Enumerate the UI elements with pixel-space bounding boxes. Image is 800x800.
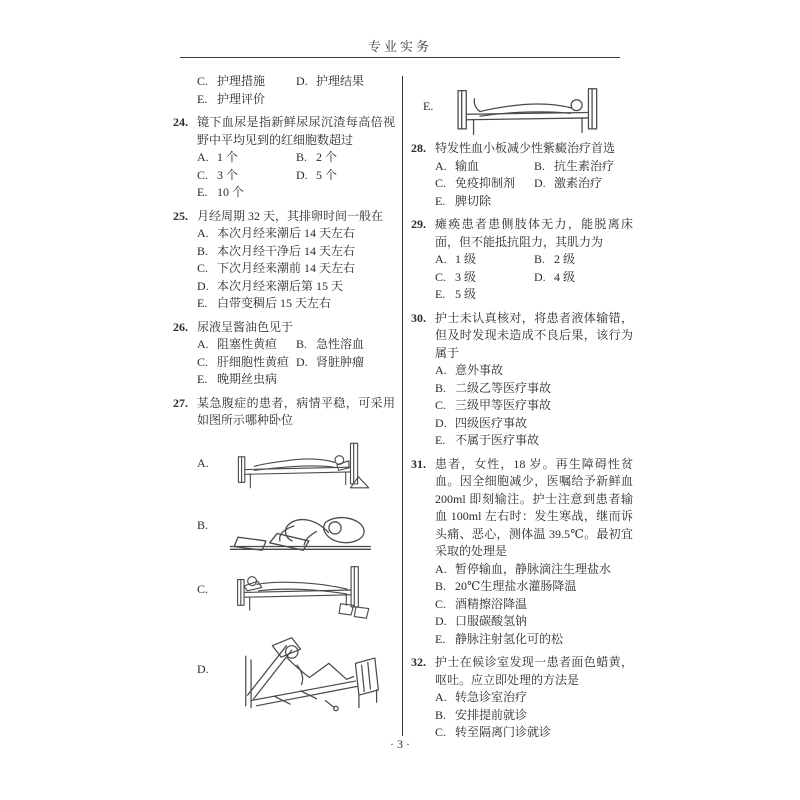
option-text: 脾切除: [455, 193, 492, 208]
right-column: [411, 73, 633, 748]
figure-option-e: [411, 76, 633, 138]
option-label: D.: [197, 278, 209, 293]
option-label: D.: [534, 176, 546, 190]
option: [435, 362, 633, 380]
option: [435, 596, 633, 614]
option-text: 3 级: [455, 269, 477, 284]
option: [435, 158, 534, 176]
option-label: E.: [435, 287, 446, 301]
option: [435, 380, 633, 398]
option-label: E.: [435, 631, 446, 646]
option-text: 2 级: [554, 252, 576, 266]
option-text: 阻塞性黄疸: [217, 337, 278, 351]
option: [197, 91, 296, 109]
option-label: D.: [435, 614, 447, 628]
question-number: 30.: [411, 310, 426, 325]
option: [296, 354, 395, 372]
option-text: 本次月经干净后 14 天左右: [217, 243, 356, 258]
option: [197, 354, 296, 372]
option-label: C.: [435, 725, 447, 739]
option-text: 转至隔离门诊就诊: [455, 725, 552, 739]
option-text: 免疫抑制剂: [455, 176, 516, 190]
option: [296, 73, 395, 91]
option: [197, 73, 296, 91]
option-text: 四级医疗事故: [455, 415, 528, 430]
option: [435, 707, 633, 725]
option-label: C.: [197, 74, 209, 88]
option-text: 护理评价: [217, 91, 266, 106]
option: [435, 193, 534, 211]
option-text: 10 个: [217, 185, 245, 199]
option: [435, 415, 633, 433]
option-text: 口服碳酸氢钠: [455, 614, 528, 628]
question-number: 25.: [173, 208, 188, 223]
option: [534, 251, 633, 269]
figure-label: E.: [423, 99, 434, 114]
question-stem: 尿液呈酱油色见于: [197, 319, 294, 334]
option-text: 护理措施: [217, 74, 266, 88]
option: [197, 167, 296, 185]
figure-label: B.: [197, 517, 209, 532]
option-label: E.: [435, 193, 446, 208]
option: [534, 158, 633, 176]
figure-bed-position-d: [221, 626, 395, 714]
option: [296, 167, 395, 185]
option-text: 下次月经来潮前 14 天左右: [217, 261, 356, 275]
question-stem: 患者，女性，18 岁。再生障碍性贫血。因全细胞减少，医嘱给予新鲜血 200ml 即刻输注。护士注意到患者输血 100ml 左右时：发生寒战，继而诉头痛、恶心，测体温 39.5℃。最初宜采取的处理是: [435, 456, 633, 558]
option-text: 2 个: [316, 150, 338, 164]
option-text: 急性溶血: [316, 337, 365, 351]
option: [534, 269, 633, 287]
question-stem: 护士未认真核对，将患者液体输错，但及时发现未造成不良后果，该行为属于: [435, 310, 633, 360]
question-27: [173, 395, 395, 714]
option-text: 4 级: [554, 269, 576, 284]
option: [435, 175, 534, 193]
option-text: 二级乙等医疗事故: [455, 380, 552, 395]
option-text: 肾脏肿瘤: [316, 354, 365, 369]
question-number: 28.: [411, 141, 426, 155]
option-label: E.: [435, 433, 446, 447]
option-label: B.: [296, 150, 308, 164]
figure-option-a: [173, 433, 395, 495]
option-label: D.: [435, 415, 447, 430]
option-text: 5 级: [455, 287, 477, 301]
option: [534, 175, 633, 193]
figure-bed-position-e: [447, 76, 633, 138]
option-text: 20℃生理盐水灌肠降温: [455, 579, 577, 593]
figure-option-b: [173, 498, 395, 554]
option-text: 3 个: [217, 167, 239, 182]
question-stem: 护士在候诊室发现一患者面色蜡黄，呕吐。应立即处理的方法是: [435, 655, 633, 687]
option-label: D.: [534, 269, 546, 284]
option-label: B.: [435, 707, 447, 722]
figure-label: C.: [197, 581, 209, 596]
option-text: 三级甲等医疗事故: [455, 398, 552, 412]
option-text: 安排提前就诊: [455, 707, 528, 722]
option-label: A.: [435, 252, 447, 266]
question-number: 32.: [411, 655, 426, 669]
option: [197, 260, 395, 278]
option-label: B.: [534, 252, 546, 266]
option: [197, 295, 395, 313]
option-label: C.: [197, 261, 209, 275]
option: [197, 243, 395, 261]
option-label: B.: [435, 579, 447, 593]
header-divider-line: [180, 57, 620, 58]
option-text: 肝细胞性黄疸: [217, 354, 290, 369]
question-26: [173, 319, 395, 389]
option-label: A.: [197, 337, 209, 351]
option-text: 静脉注射氢化可的松: [455, 631, 564, 646]
option-label: B.: [534, 158, 546, 173]
option: [435, 286, 534, 304]
option-text: 抗生素治疗: [554, 158, 615, 173]
question-25: [173, 208, 395, 313]
option-text: 意外事故: [455, 363, 504, 377]
left-column: [173, 73, 395, 748]
option-label: C.: [197, 167, 209, 182]
question-32: [411, 654, 633, 742]
option: [435, 561, 633, 579]
page-number: · 3 ·: [390, 737, 410, 751]
page-content: [173, 73, 633, 748]
option-label: C.: [197, 354, 209, 369]
option: [435, 689, 633, 707]
figure-side-lying-position-b: [221, 498, 395, 554]
option-text: 本次月经来潮后 14 天左右: [217, 226, 356, 240]
figure-label: D.: [197, 661, 209, 676]
option-label: A.: [435, 158, 447, 173]
question-28: [411, 140, 633, 210]
question-number: 24.: [173, 115, 188, 129]
question-23-options-continued: [197, 73, 395, 108]
option-label: C.: [435, 269, 447, 284]
question-stem: 某急腹症的患者，病情平稳，可采用如图所示哪种卧位: [197, 395, 395, 427]
option-label: B.: [197, 243, 209, 258]
option-text: 酒精擦浴降温: [455, 596, 528, 611]
question-29: [411, 216, 633, 304]
option-text: 1 级: [455, 252, 477, 266]
column-divider-line: [402, 76, 403, 736]
figure-option-d: [173, 626, 395, 714]
question-stem: 镜下血尿是指新鲜尿尿沉渣每高倍视野中平均见到的红细胞数超过: [197, 115, 395, 147]
option: [435, 631, 633, 649]
option-label: A.: [197, 226, 209, 240]
option-label: C.: [435, 176, 447, 190]
option: [435, 432, 633, 450]
question-30: [411, 310, 633, 450]
option: [197, 278, 395, 296]
option: [197, 184, 296, 202]
option-label: C.: [435, 596, 447, 611]
option: [435, 613, 633, 631]
option: [197, 336, 296, 354]
option-text: 转急诊室治疗: [455, 690, 528, 704]
question-number: 27.: [173, 395, 188, 410]
question-number: 26.: [173, 319, 188, 334]
question-number: 31.: [411, 456, 426, 471]
question-number: 29.: [411, 217, 426, 231]
option: [435, 269, 534, 287]
question-stem: 瘫痪患者患侧肢体无力，能脱离床面，但不能抵抗阻力，其肌力为: [435, 217, 633, 249]
figure-bed-position-c: [221, 557, 395, 623]
question-24: [173, 114, 395, 202]
option-text: 晚期丝虫病: [217, 372, 278, 386]
option-label: B.: [296, 337, 308, 351]
question-31: [411, 456, 633, 649]
figure-label: A.: [197, 455, 209, 470]
option-label: A.: [435, 363, 447, 377]
figure-option-c: [173, 557, 395, 623]
page-header-title: 专业实务: [367, 39, 432, 54]
option: [435, 251, 534, 269]
option-label: D.: [296, 74, 308, 88]
figure-bed-position-a: [221, 433, 395, 495]
option-text: 激素治疗: [554, 176, 603, 190]
option: [296, 149, 395, 167]
option: [197, 225, 395, 243]
option: [435, 578, 633, 596]
option-text: 护理结果: [316, 74, 365, 88]
option-text: 本次月经来潮后第 15 天: [217, 278, 344, 293]
option-text: 白带变稠后 15 天左右: [217, 296, 332, 310]
option-label: B.: [435, 380, 447, 395]
option-text: 输血: [455, 158, 480, 173]
option-label: A.: [435, 561, 447, 576]
option-label: E.: [197, 91, 208, 106]
option-label: D.: [296, 167, 308, 182]
option-label: C.: [435, 398, 447, 412]
option: [197, 371, 296, 389]
option-text: 不属于医疗事故: [455, 433, 540, 447]
option-label: A.: [197, 150, 209, 164]
option-label: E.: [197, 185, 208, 199]
option-label: E.: [197, 372, 208, 386]
option-label: E.: [197, 296, 208, 310]
option-text: 5 个: [316, 167, 338, 182]
option-label: A.: [435, 690, 447, 704]
option-label: D.: [296, 354, 308, 369]
option: [197, 149, 296, 167]
option: [296, 336, 395, 354]
option-text: 1 个: [217, 150, 239, 164]
option-text: 暂停输血，静脉滴注生理盐水: [455, 561, 612, 576]
question-stem: 月经周期 32 天，其排卵时间一般在: [197, 208, 384, 223]
option: [435, 397, 633, 415]
question-stem: 特发性血小板减少性紫癜治疗首选: [435, 141, 616, 155]
